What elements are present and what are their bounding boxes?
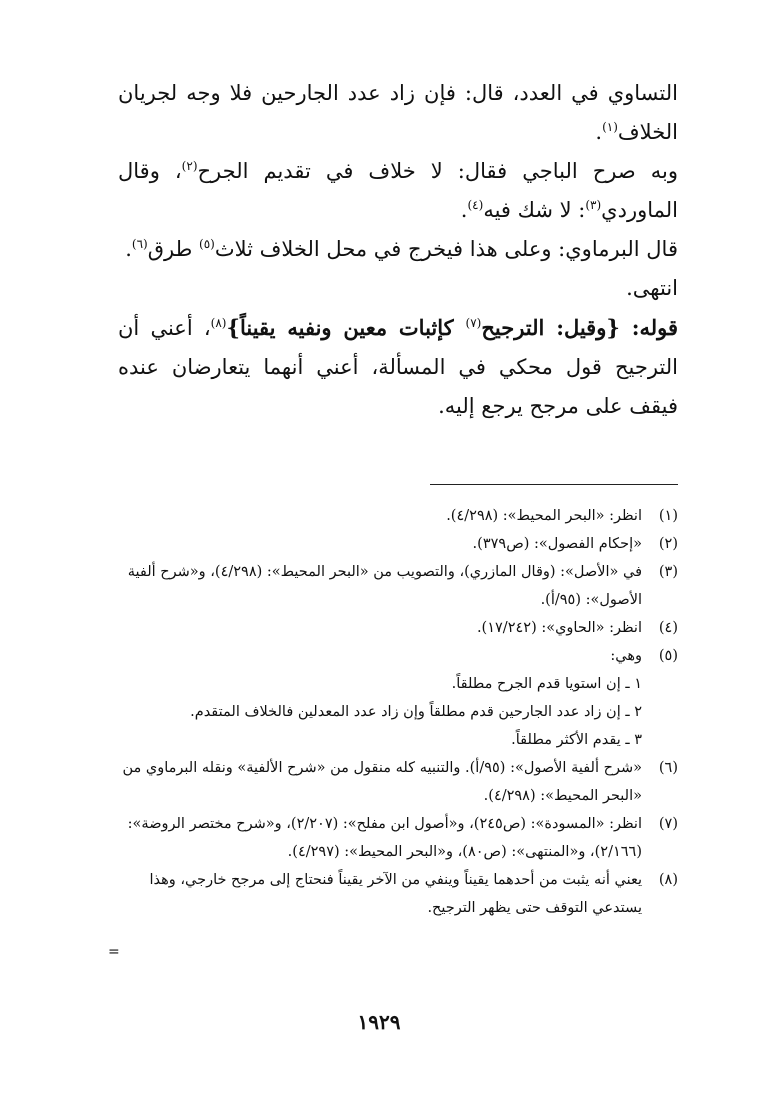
footnote-ref-7[interactable]: (٧) — [465, 316, 482, 330]
footnote-2: (٢) «إحكام الفصول»: (ص٣٧٩). — [472, 536, 678, 552]
matn-quote-b: كإثبات معين ونفيه يقيناً} — [226, 315, 466, 340]
footnote-5: (٥) وهي: — [610, 648, 678, 664]
main-text — [118, 74, 678, 426]
footnote-separator — [430, 484, 678, 485]
footnote-ref-6[interactable]: (٦) — [131, 237, 148, 251]
page-number: ١٩٢٩ — [357, 1010, 401, 1034]
continuation-mark: = — [108, 944, 120, 960]
paragraph-1: التساوي في العدد، قال: فإن زاد عدد الجارحين فلا وجه لجريان الخلاف$^{(١)}$. — [118, 81, 678, 144]
paragraph-2: وبه صرح الباجي فقال: لا خلاف في تقديم الجرح$^{(٢)}$، وقال الماوردي$^{(٣)}$: لا شك فيه$^{(٤)}$. — [118, 159, 678, 222]
footnote-1: (١) انظر: «البحر المحيط»: (٤/٢٩٨). — [446, 508, 678, 524]
footnote-ref-3[interactable]: (٣) — [585, 198, 602, 212]
paragraph-4: انتهى. — [626, 276, 678, 300]
footnote-ref-1[interactable]: (١) — [602, 120, 618, 134]
matn-quote-a: {وقيل: الترجيح — [481, 315, 620, 340]
footnote-7: (٧) انظر: «المسودة»: (ص٢٤٥)، و«أصول ابن مفلح»: (٢/٢٠٧)، و«شرح مختصر الروضة»: (٢/١٦٦)، و«المنتهى»: (ص٨٠)، و«البحر المحيط»: (٤/٢٩٧). — [127, 816, 678, 860]
footnote-6: (٦) «شرح ألفية الأصول»: (٩٥/أ). والتنبيه كله منقول من «شرح الألفية» ونقله البرماوي من «البحر المحيط»: (٤/٢٩٨). — [122, 760, 678, 804]
footnote-3: (٣) في «الأصل»: (وقال المازري)، والتصويب من «البحر المحيط»: (٤/٢٩٨)، و«شرح ألفية الأصول»: (٩٥/أ). — [127, 564, 678, 608]
footnote-5-item: ٣ ـ يقدم الأكثر مطلقاً. — [511, 732, 642, 748]
paragraph-5: قوله: {وقيل: الترجيح$^{(٧)}$ كإثبات معين ونفيه يقيناً}$^{(٨)}$، أعني أن الترجيح قول محكي في المسألة، أعني أنهما يتعارضان عنده فيقف على مرجح يرجع إليه. — [118, 315, 679, 418]
footnote-ref-5[interactable]: (٥) — [199, 237, 215, 251]
footnotes — [108, 502, 678, 922]
paragraph-3: قال البرماوي: وعلى هذا فيخرج في محل الخلاف ثلاث$^{(٥)}$ طرق$^{(٦)}$. — [125, 237, 678, 261]
footnote-5-item: ٢ ـ إن زاد عدد الجارحين قدم مطلقاً وإن زاد عدد المعدلين فالخلاف المتقدم. — [190, 704, 642, 720]
footnote-ref-4[interactable]: (٤) — [467, 198, 484, 212]
footnote-5-item: ١ ـ إن استويا قدم الجرح مطلقاً. — [451, 676, 642, 692]
footnote-ref-2[interactable]: (٢) — [181, 159, 198, 173]
footnote-8: (٨) يعني أنه يثبت من أحدهما يقيناً وينفي من الآخر يقيناً فنحتاج إلى مرجح خارجي، وهذا يستدعي التوقف حتى يظهر الترجيح. — [149, 872, 678, 916]
footnote-4: (٤) انظر: «الحاوي»: (١٧/٢٤٢). — [476, 620, 678, 636]
footnote-ref-8[interactable]: (٨) — [210, 316, 227, 330]
